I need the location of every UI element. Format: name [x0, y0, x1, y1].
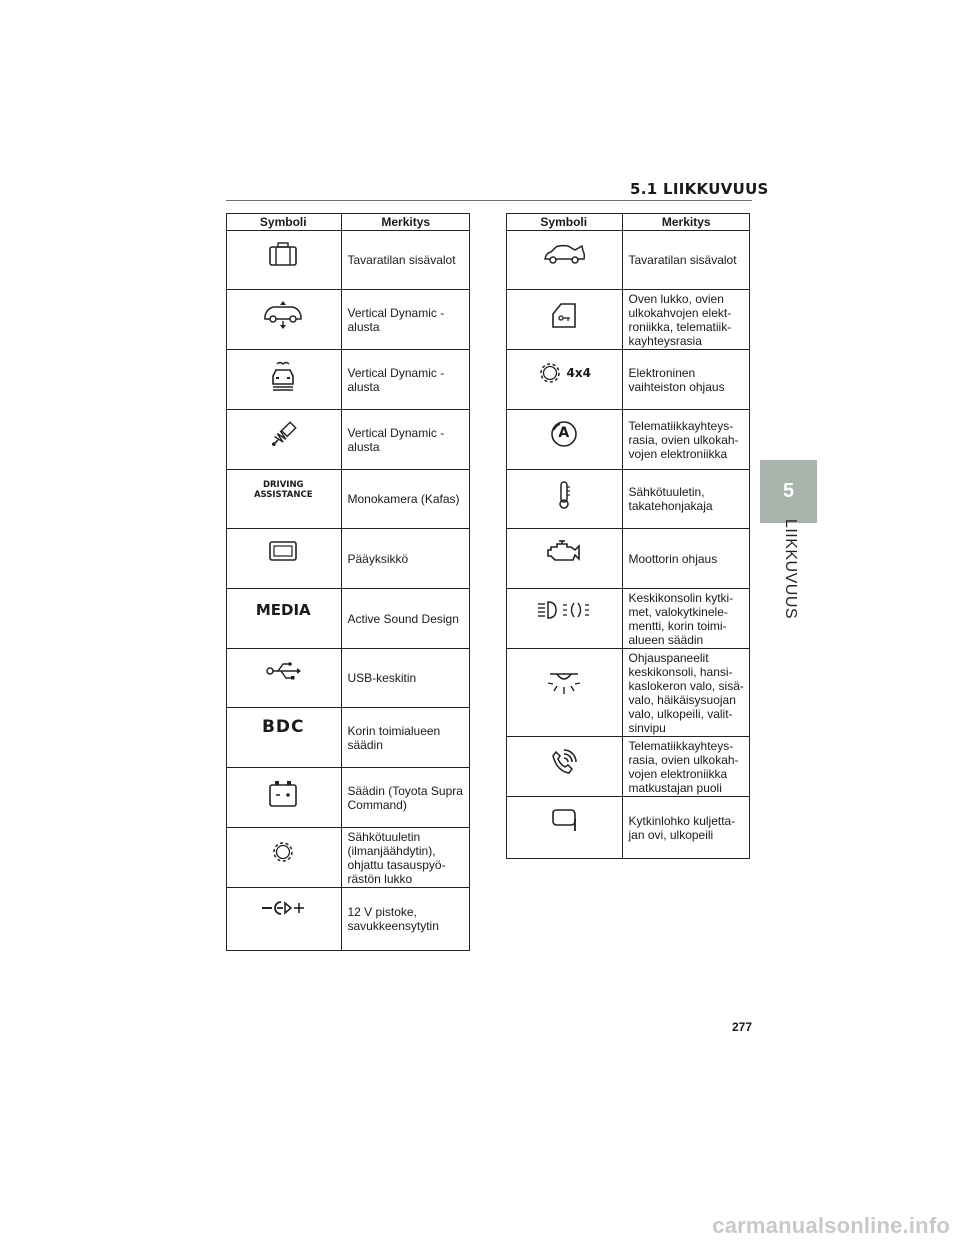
meaning-text: 12 V pistoke, savukkeensytytin — [347, 905, 439, 934]
bdc-icon: BDC — [261, 717, 305, 737]
meaning-text: Vertical Dynamic -alusta — [341, 290, 470, 350]
meaning-text: Ohjauspaneelit keskikonsoli, hansi-kaslokeron valo, sisä-valo, häikäisysuojan valo, ulkopeili, valit-sinvipu — [622, 649, 750, 737]
table-row — [226, 350, 470, 410]
usb-icon — [226, 659, 341, 683]
table-row — [506, 649, 750, 737]
meaning-text: Keskikonsolin kytki-met, valokytkinele-mentti, korin toimi-alueen säädin — [622, 589, 750, 649]
watermark: carmanualsonline.info — [712, 1213, 950, 1238]
phone-icon — [506, 747, 622, 777]
meaning-text: Telematiikkayhteys-rasia, ovien ulkokah-vojen elektroniikka matkustajan puoli — [622, 737, 750, 797]
header-rule — [226, 200, 752, 201]
symbol-table-right — [506, 213, 750, 859]
door-lock-icon — [506, 300, 622, 330]
table-row — [506, 231, 750, 290]
meaning-text: USB-keskitin — [341, 649, 470, 708]
column-header-symbol: Symboli — [226, 213, 341, 231]
table-row — [226, 589, 470, 649]
meaning-text: Active Sound Design — [341, 589, 470, 649]
meaning-text: Moottorin ohjaus — [622, 529, 750, 589]
meaning-text: Korin toimialueen säädin — [341, 708, 470, 768]
meaning-text: Säädin (Toyota Supra Command) — [341, 768, 470, 828]
gear-icon — [226, 838, 341, 866]
meaning-text: Monokamera (Kafas) — [341, 470, 470, 529]
meaning-text: Oven lukko, ovien ulkokahvojen elekt-roniikka, telematiik-kayhteysrasia — [622, 290, 750, 350]
table-row — [226, 708, 470, 768]
column-header-symbol: Symboli — [506, 213, 622, 231]
display-screen-icon — [226, 539, 341, 563]
interior-light-icon — [506, 671, 622, 697]
table-row — [506, 290, 750, 350]
meaning-text: Tavaratilan sisävalot — [341, 231, 470, 290]
lights-icon — [506, 599, 622, 621]
table-row — [506, 350, 750, 410]
table-row — [506, 529, 750, 589]
meaning-text: Vertical Dynamic -alusta — [341, 410, 470, 470]
shock-absorber-icon — [226, 420, 341, 450]
table-row — [226, 768, 470, 828]
table-row — [226, 828, 470, 888]
meaning-text: Sähkötuuletin (ilmanjäähdytin), ohjattu tasauspyö-rästön lukko — [341, 828, 470, 888]
table-row — [506, 410, 750, 470]
meaning-text: Sähkötuuletin, takatehonjakaja — [622, 470, 750, 529]
thermometer-icon — [506, 480, 622, 510]
media-icon: MEDIA — [255, 601, 311, 619]
column-header-meaning: Merkitys — [622, 213, 750, 231]
table-row — [226, 888, 470, 951]
car-trunk-open-icon — [506, 241, 622, 267]
circle-a-icon: A — [550, 420, 578, 448]
table-row — [506, 589, 750, 649]
engine-icon — [506, 539, 622, 563]
table-row — [226, 529, 470, 589]
car-front-suspension-icon — [226, 360, 341, 392]
table-row — [226, 410, 470, 470]
gear-4x4-icon: 4x4 — [537, 360, 591, 386]
meaning-text: Tavaratilan sisävalot — [622, 231, 750, 290]
table-row — [506, 470, 750, 529]
car-height-icon — [226, 300, 341, 330]
table-row — [226, 470, 470, 529]
meaning-text: Kytkinlohko kuljetta-jan ovi, ulkopeili — [628, 813, 736, 842]
table-row — [226, 290, 470, 350]
meaning-text: Elektroninen vaihteiston ohjaus — [622, 350, 750, 410]
luggage-icon — [226, 241, 341, 267]
mirror-icon — [506, 807, 622, 833]
table-row — [506, 797, 750, 859]
symbol-table-left — [226, 213, 470, 951]
section-title: 5.1 LIIKKUVUUS — [630, 180, 769, 198]
page-number: 277 — [731, 1020, 752, 1034]
table-row — [506, 737, 750, 797]
table-row — [226, 649, 470, 708]
meaning-text: Vertical Dynamic -alusta — [341, 350, 470, 410]
battery-icon — [226, 778, 341, 808]
chapter-tab-label: LIIKKUVUUS — [782, 518, 799, 620]
meaning-text: Telematiikkayhteys-rasia, ovien ulkokah-vojen elektroniikka — [622, 410, 750, 470]
table-row — [226, 231, 470, 290]
driving-assistance-icon: DRIVING ASSISTANCE — [253, 480, 313, 500]
column-header-meaning: Merkitys — [341, 213, 470, 231]
socket-plug-icon — [226, 898, 341, 918]
meaning-text: Pääyksikkö — [341, 529, 470, 589]
chapter-tab: 5 — [760, 460, 817, 523]
